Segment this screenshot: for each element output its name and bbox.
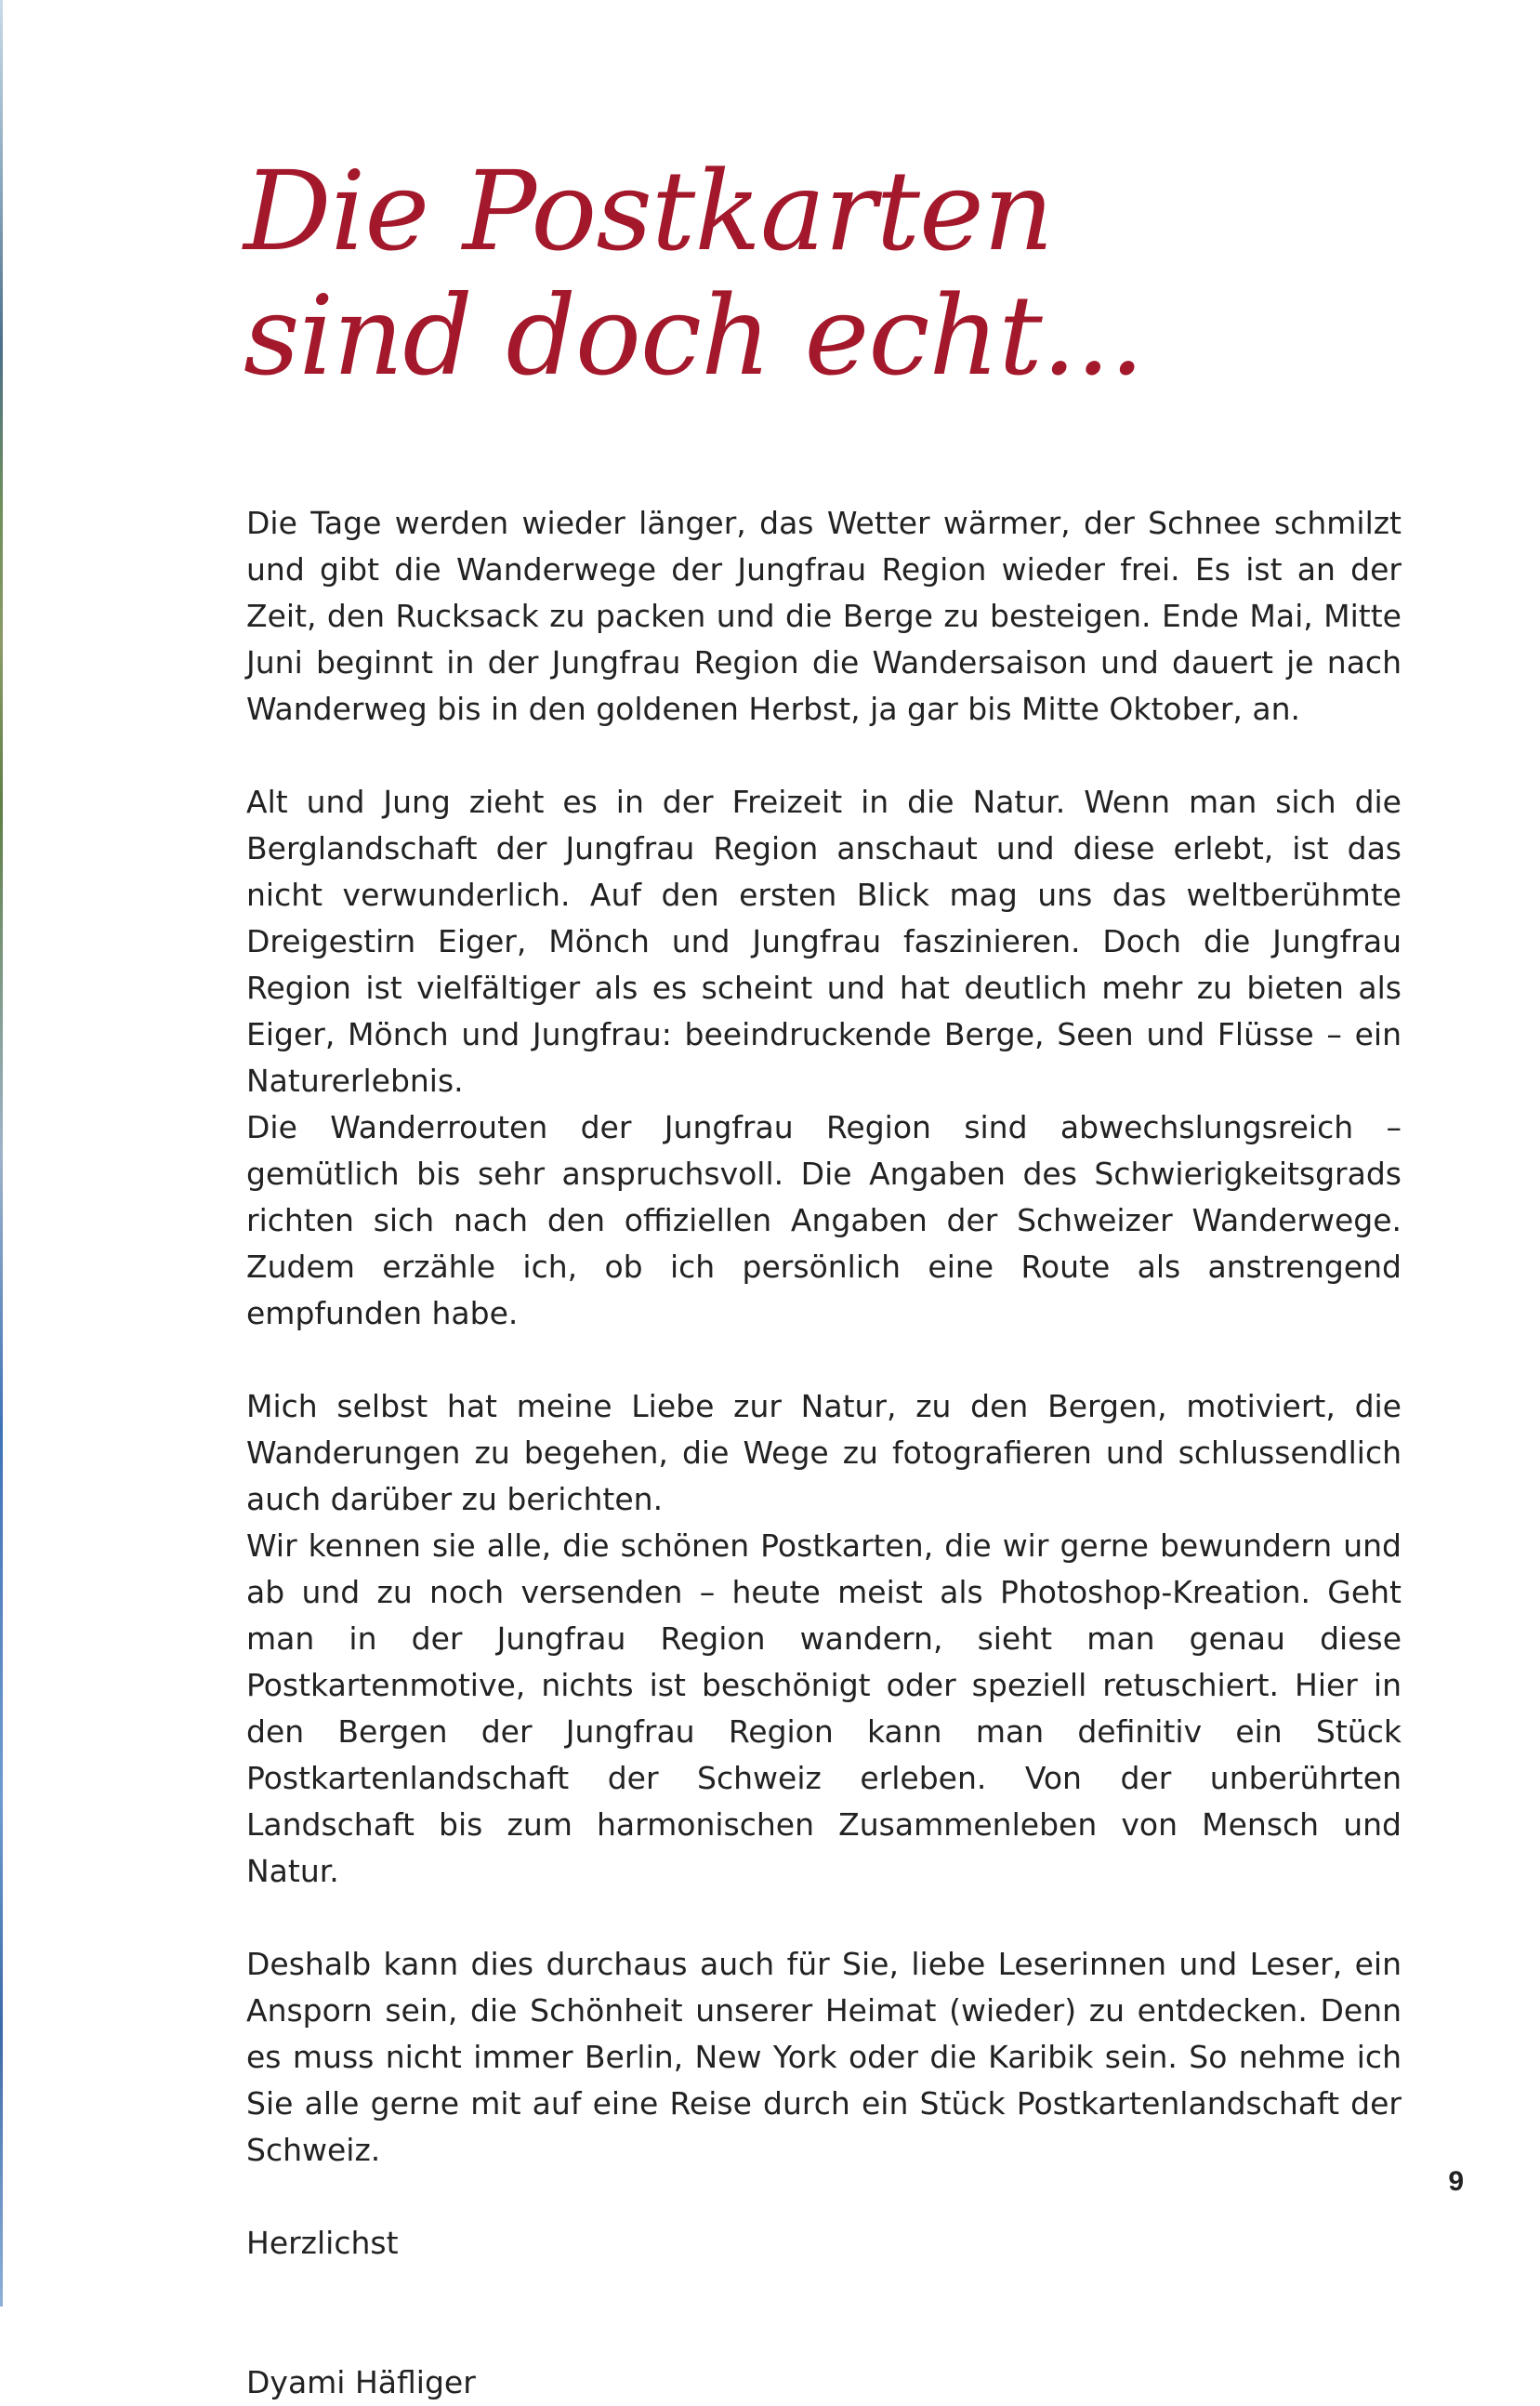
closing-greeting: Herzlichst — [246, 2225, 399, 2261]
paragraph-nature: Alt und Jung zieht es in der Freizeit in die Natur. Wenn man sich die Berglandschaft der Jungfrau Region anschaut und diese erlebt, ist das nicht verwunderlich. Auf den ersten Blick mag uns das weltberühmte Dreigestirn Eiger, Mönch und Jungfrau faszinieren. Doch die Jungfrau Region ist vielfältiger als es scheint und hat deutlich mehr zu bieten als Eiger, Mönch und Jungfrau: beeindruckende Berge, Seen und Flüsse – ein Naturerlebnis. — [246, 784, 1402, 1099]
title-line-2: sind doch echt... — [244, 271, 1144, 400]
page-edge-strip — [0, 0, 3, 2307]
body-text — [246, 500, 1402, 2406]
paragraph-intro: Die Tage werden wieder länger, das Wetter wärmer, der Schnee schmilzt und gibt die Wanderwege der Jungfrau Region wieder frei. Es ist an der Zeit, den Rucksack zu packen und die Berge zu besteigen. Ende Mai, Mitte Juni beginnt in der Jungfrau Region die Wandersaison und dauert je nach Wanderweg bis in den goldenen Herbst, ja gar bis Mitte Oktober, an. — [246, 505, 1402, 727]
title-line-1: Die Postkarten — [244, 147, 1053, 275]
paragraph-postcards: Wir kennen sie alle, die schönen Postkarten, die wir gerne bewundern und ab und zu noch versenden – heute meist als Photoshop-Kreation. Geht man in der Jungfrau Region wandern, sieht man genau diese Postkartenmotive, nichts ist beschönigt oder speziell retuschiert. Hier in den Bergen der Jungfrau Region kann man definitiv ein Stück Postkartenlandschaft der Schweiz erleben. Von der unberührten Landschaft bis zum harmonischen Zusammenleben von Mensch und Natur. — [246, 1527, 1402, 1889]
page-number: 9 — [1448, 2166, 1464, 2197]
paragraph-motivation: Mich selbst hat meine Liebe zur Natur, zu den Bergen, motiviert, die Wanderungen zu begehen, die Wege zu fotografieren und schlussendlich auch darüber zu berichten. — [246, 1388, 1402, 1517]
paragraph-invitation: Deshalb kann dies durchaus auch für Sie, liebe Leserinnen und Leser, ein Ansporn sein, die Schönheit unserer Heimat (wieder) zu entdecken. Denn es muss nicht immer Berlin, New York oder die Karibik sein. So nehme ich Sie alle gerne mit auf eine Reise durch ein Stück Postkartenlandschaft der Schweiz. — [246, 1946, 1402, 2168]
paragraph-routes: Die Wanderrouten der Jungfrau Region sind abwechslungsreich – gemütlich bis sehr anspruchsvoll. Die Angaben des Schwierigkeitsgrads richten sich nach den offiziellen Angaben der Schweizer Wanderwege. Zudem erzähle ich, ob ich persönlich eine Route als anstrengend empfunden habe. — [246, 1109, 1402, 1331]
author-name: Dyami Häfliger — [246, 2364, 476, 2400]
page-title — [244, 149, 1359, 398]
